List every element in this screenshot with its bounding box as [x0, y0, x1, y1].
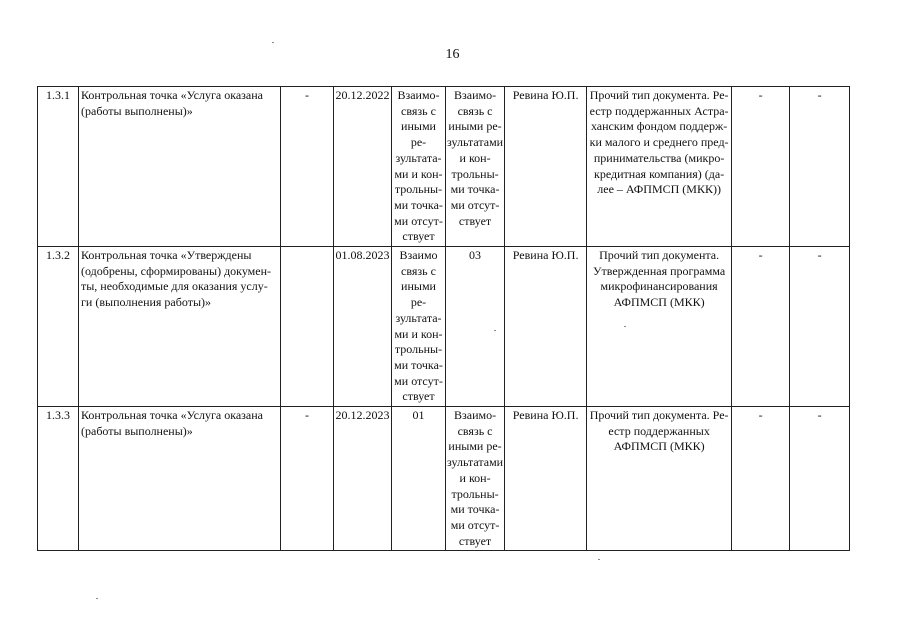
- control-point-title-text: Контрольная точка «Услуга оказана (работы выполнены)»: [81, 88, 263, 118]
- cell-col9: -: [732, 407, 790, 551]
- document-type-text: Прочий тип документа. Ре- естр поддержанных АФПМСП (МКК): [589, 408, 729, 454]
- table-row: [38, 407, 850, 551]
- cell-col3: -: [281, 407, 334, 551]
- page-number: 16: [445, 47, 460, 62]
- due-date: 01.08.2023: [334, 247, 392, 407]
- due-date: 20.12.2023: [334, 407, 392, 551]
- document-type: [587, 247, 732, 407]
- cell-col9: -: [732, 247, 790, 407]
- cell-col6-text: Взаимо- связь с иными ре- зультатами и кон- трольны- ми точка- ми отсут- ствует: [447, 408, 504, 548]
- cell-col5-text: 01: [412, 408, 425, 423]
- cell-col6-text: 03: [469, 248, 482, 263]
- control-point-title: [79, 247, 281, 407]
- document-type: [587, 407, 732, 551]
- cell-col6: [446, 407, 505, 551]
- responsible-person: Ревина Ю.П.: [505, 87, 587, 247]
- document-type-text: Прочий тип документа. Ре- естр поддержанных Астра- ханским фондом поддерж- ки малого и среднего пред- принимательства (микро- кредитная компания) (да- лее – АФПМСП (МКК)): [589, 88, 729, 197]
- responsible-person: Ревина Ю.П.: [505, 407, 587, 551]
- control-point-title: [79, 407, 281, 551]
- cell-col6: [446, 247, 505, 407]
- cell-col10: -: [790, 247, 850, 407]
- scan-speck: [598, 559, 600, 560]
- row-number: 1.3.2: [38, 247, 79, 407]
- cell-col10: -: [790, 407, 850, 551]
- document-type-text: Прочий тип документа. Утвержденная программа микрофинансирования АФПМСП (МКК): [593, 248, 726, 310]
- cell-col5: [392, 247, 446, 407]
- row-number: 1.3.3: [38, 407, 79, 551]
- scan-speck: [624, 326, 626, 327]
- cell-col3: -: [281, 87, 334, 247]
- table-row: [38, 87, 850, 247]
- control-points-table: [37, 86, 850, 551]
- cell-col5: [392, 407, 446, 551]
- row-number: 1.3.1: [38, 87, 79, 247]
- cell-col10: -: [790, 87, 850, 247]
- control-point-title: [79, 87, 281, 247]
- table-row: [38, 247, 850, 407]
- cell-col5-text: Взаимо связь с иными ре- зультата- ми и кон- трольны- ми точка- ми отсут- ствует: [394, 248, 443, 404]
- control-point-title-text: Контрольная точка «Услуга оказана (работы выполнены)»: [81, 408, 263, 438]
- scan-speck: [494, 330, 496, 331]
- due-date: 20.12.2022: [334, 87, 392, 247]
- responsible-person: Ревина Ю.П.: [505, 247, 587, 407]
- control-point-title-text: Контрольная точка «Утверждены (одобрены, сформированы) докумен- ты, необходимые для оказания услу- ги (выполнения работы)»: [81, 248, 272, 310]
- cell-col6-text: Взаимо- связь с иными ре- зультатами и кон- трольны- ми точка- ми отсут- ствует: [447, 88, 504, 228]
- cell-col6: [446, 87, 505, 247]
- scan-speck: [272, 42, 274, 43]
- cell-col5: [392, 87, 446, 247]
- document-type: [587, 87, 732, 247]
- scan-speck: [96, 598, 98, 599]
- cell-col9: -: [732, 87, 790, 247]
- cell-col5-text: Взаимо- связь с иными ре- зультата- ми и кон- трольны- ми точка- ми отсут- ствует: [394, 88, 443, 244]
- cell-col3: [281, 247, 334, 407]
